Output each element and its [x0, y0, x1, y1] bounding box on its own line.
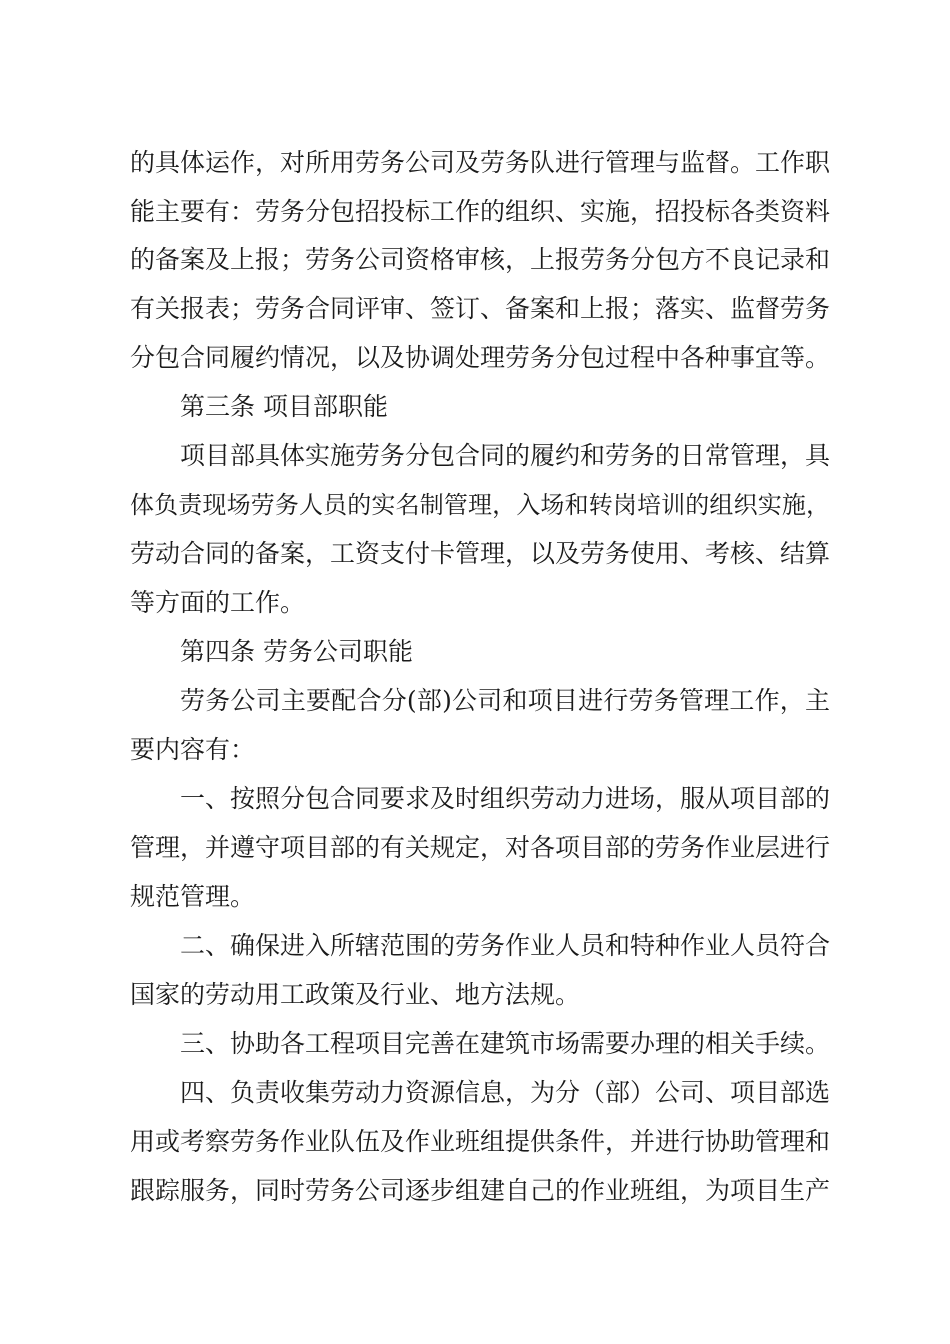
- text-line: 要内容有：: [130, 735, 256, 764]
- text-line: 三、协助各工程项目完善在建筑市场需要办理的相关手续。: [180, 1029, 830, 1058]
- text-line: 劳务公司主要配合分(部)公司和项目进行劳务管理工作，主: [180, 686, 830, 715]
- section-heading: 第四条 劳务公司职能: [180, 637, 413, 666]
- text-line: 有关报表；劳务合同评审、签订、备案和上报；落实、监督劳务: [130, 294, 830, 323]
- text-line: 的备案及上报；劳务公司资格审核，上报劳务分包方不良记录和: [130, 245, 830, 274]
- text-line: 二、确保进入所辖范围的劳务作业人员和特种作业人员符合: [180, 931, 830, 960]
- text-line: 能主要有：劳务分包招投标工作的组织、实施，招投标各类资料: [130, 197, 830, 226]
- section-heading: 第三条 项目部职能: [180, 392, 388, 421]
- text-line: 劳动合同的备案，工资支付卡管理，以及劳务使用、考核、结算: [130, 539, 830, 568]
- text-line: 国家的劳动用工政策及行业、地方法规。: [130, 980, 581, 1009]
- text-line: 的具体运作，对所用劳务公司及劳务队进行管理与监督。工作职: [130, 148, 830, 177]
- text-line: 项目部具体实施劳务分包合同的履约和劳务的日常管理，具: [180, 441, 830, 470]
- text-line: 跟踪服务，同时劳务公司逐步组建自己的作业班组，为项目生产: [130, 1176, 830, 1205]
- text-line: 体负责现场劳务人员的实名制管理，入场和转岗培训的组织实施，: [130, 491, 830, 519]
- text-line: 管理，并遵守项目部的有关规定，对各项目部的劳务作业层进行: [130, 833, 830, 862]
- text-line: 用或考察劳务作业队伍及作业班组提供条件，并进行协助管理和: [130, 1127, 830, 1156]
- text-line: 规范管理。: [130, 882, 256, 911]
- text-line: 一、按照分包合同要求及时组织劳动力进场，服从项目部的: [180, 784, 830, 813]
- text-line: 四、负责收集劳动力资源信息，为分（部）公司、项目部选: [180, 1078, 830, 1107]
- text-line: 分包合同履约情况，以及协调处理劳务分包过程中各种事宜等。: [130, 343, 830, 372]
- text-line: 等方面的工作。: [130, 588, 306, 617]
